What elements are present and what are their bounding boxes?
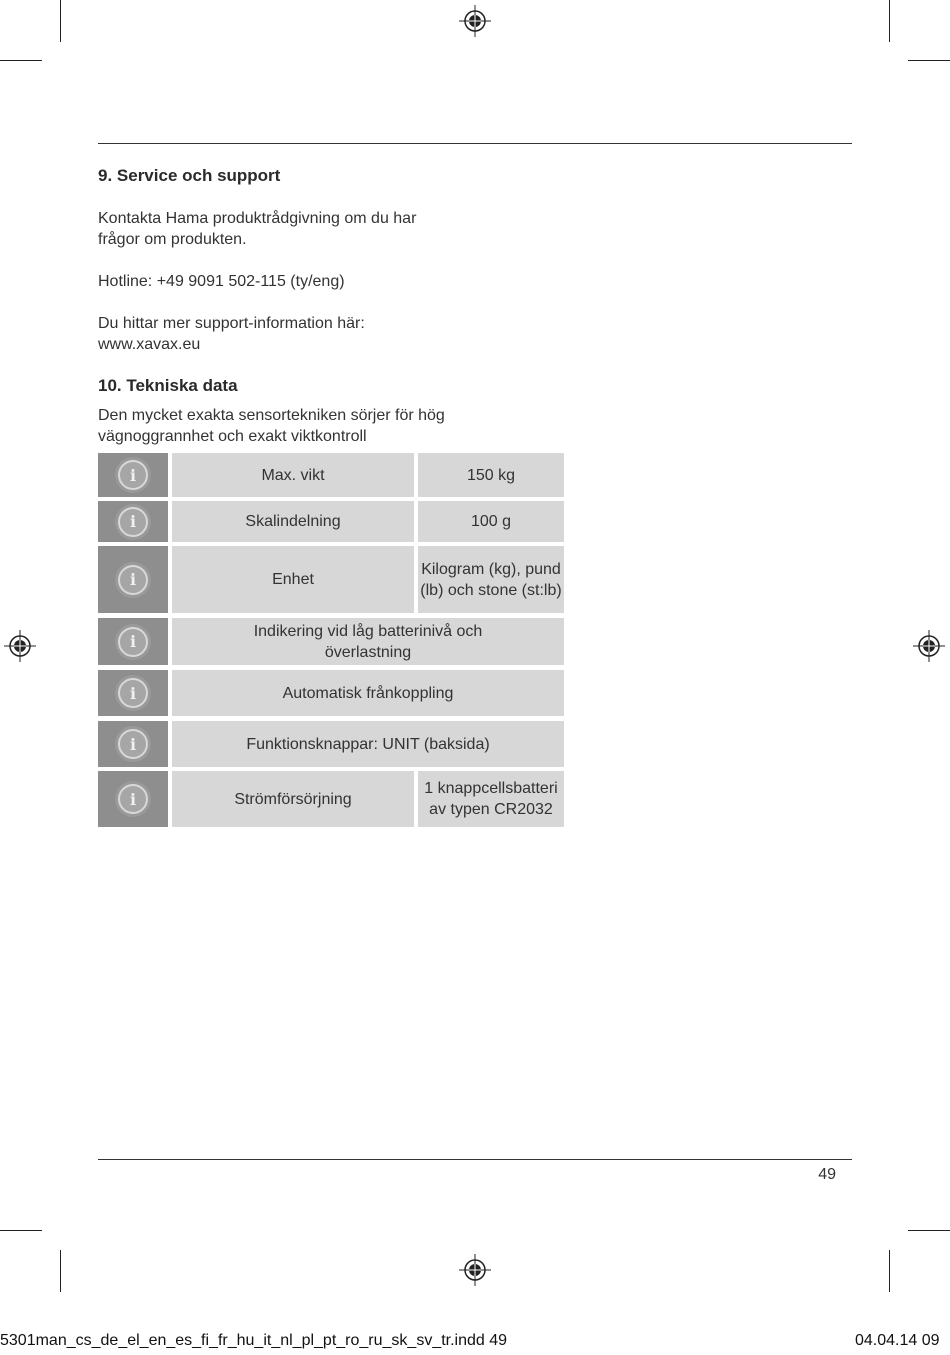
contact-line-1: Kontakta Hama produktrådgivning om du har	[98, 210, 417, 227]
info-icon: i	[118, 565, 148, 595]
registration-mark-icon	[459, 1254, 491, 1286]
spec-row	[98, 546, 562, 613]
spec-row	[98, 670, 466, 716]
crop-mark	[908, 1230, 950, 1231]
page-number: 49	[818, 1166, 836, 1183]
tech-intro-line-2: vägnoggrannhet och exakt viktkontroll	[98, 428, 367, 445]
spec-feature: Automatisk frånkoppling	[172, 670, 564, 716]
info-icon: i	[118, 627, 148, 657]
section-10-heading: 10. Tekniska data	[98, 376, 238, 395]
info-icon: i	[118, 507, 148, 537]
spec-value-line-1: Kilogram (kg), pund	[421, 560, 561, 578]
info-icon-cell	[98, 670, 168, 716]
spec-label: Max. vikt	[172, 453, 414, 497]
info-icon-cell	[98, 721, 168, 767]
registration-mark-icon	[4, 630, 36, 662]
info-icon: i	[118, 784, 148, 814]
spec-feature	[172, 618, 564, 665]
crop-mark	[0, 1230, 42, 1231]
spec-value	[418, 546, 564, 613]
info-icon-cell	[98, 618, 168, 665]
info-icon-cell	[98, 501, 168, 542]
spec-feature-line-2: överlastning	[324, 643, 412, 661]
spec-label: Strömförsörjning	[172, 771, 414, 827]
info-icon-cell	[98, 453, 168, 497]
support-paragraph	[98, 313, 458, 355]
spec-value-line-2: (lb) och stone (st:lb)	[420, 581, 562, 599]
spec-label: Skalindelning	[172, 501, 414, 542]
info-icon-cell	[98, 546, 168, 613]
info-icon: i	[118, 678, 148, 708]
print-slug-date: 04.04.14 09	[855, 1332, 940, 1349]
info-icon: i	[118, 460, 148, 490]
contact-line-2: frågor om produkten.	[98, 231, 247, 248]
crop-mark	[908, 60, 950, 61]
print-slug-filename: 5301man_cs_de_el_en_es_fi_fr_hu_it_nl_pl_pt_ro_ru_sk_sv_tr.indd 49	[0, 1332, 508, 1349]
crop-mark	[889, 0, 890, 42]
contact-paragraph	[98, 208, 458, 250]
spec-feature: Funktionsknappar: UNIT (baksida)	[172, 721, 564, 767]
spec-value-line-2: av typen CR2032	[429, 801, 553, 818]
crop-mark	[60, 1250, 61, 1292]
bottom-rule	[98, 1159, 852, 1160]
crop-mark	[60, 0, 61, 42]
spec-row	[98, 771, 558, 827]
hotline-text: Hotline: +49 9091 502-115 (ty/eng)	[98, 273, 345, 290]
spec-value: 150 kg	[418, 453, 564, 497]
spec-row	[98, 618, 483, 665]
support-link[interactable]: www.xavax.eu	[98, 336, 201, 353]
spec-value: 100 g	[418, 501, 564, 542]
spec-feature-line-1: Indikering vid låg batterinivå och	[253, 622, 483, 640]
section-9-heading: 9. Service och support	[98, 166, 281, 185]
info-icon: i	[118, 729, 148, 759]
registration-mark-icon	[459, 5, 491, 37]
info-icon-cell	[98, 771, 168, 827]
spec-row	[98, 501, 512, 542]
support-line-1: Du hittar mer support-information här:	[98, 315, 365, 332]
spec-row	[98, 721, 490, 767]
crop-mark	[0, 60, 42, 61]
tech-intro-paragraph	[98, 405, 498, 447]
tech-intro-line-1: Den mycket exakta sensortekniken sörjer för hög	[98, 407, 445, 424]
crop-mark	[889, 1250, 890, 1292]
spec-row	[98, 453, 516, 497]
spec-value	[418, 771, 564, 827]
registration-mark-icon	[913, 630, 945, 662]
top-rule	[98, 143, 852, 144]
spec-value-line-1: 1 knappcellsbatteri	[424, 780, 558, 797]
spec-label: Enhet	[172, 546, 414, 613]
